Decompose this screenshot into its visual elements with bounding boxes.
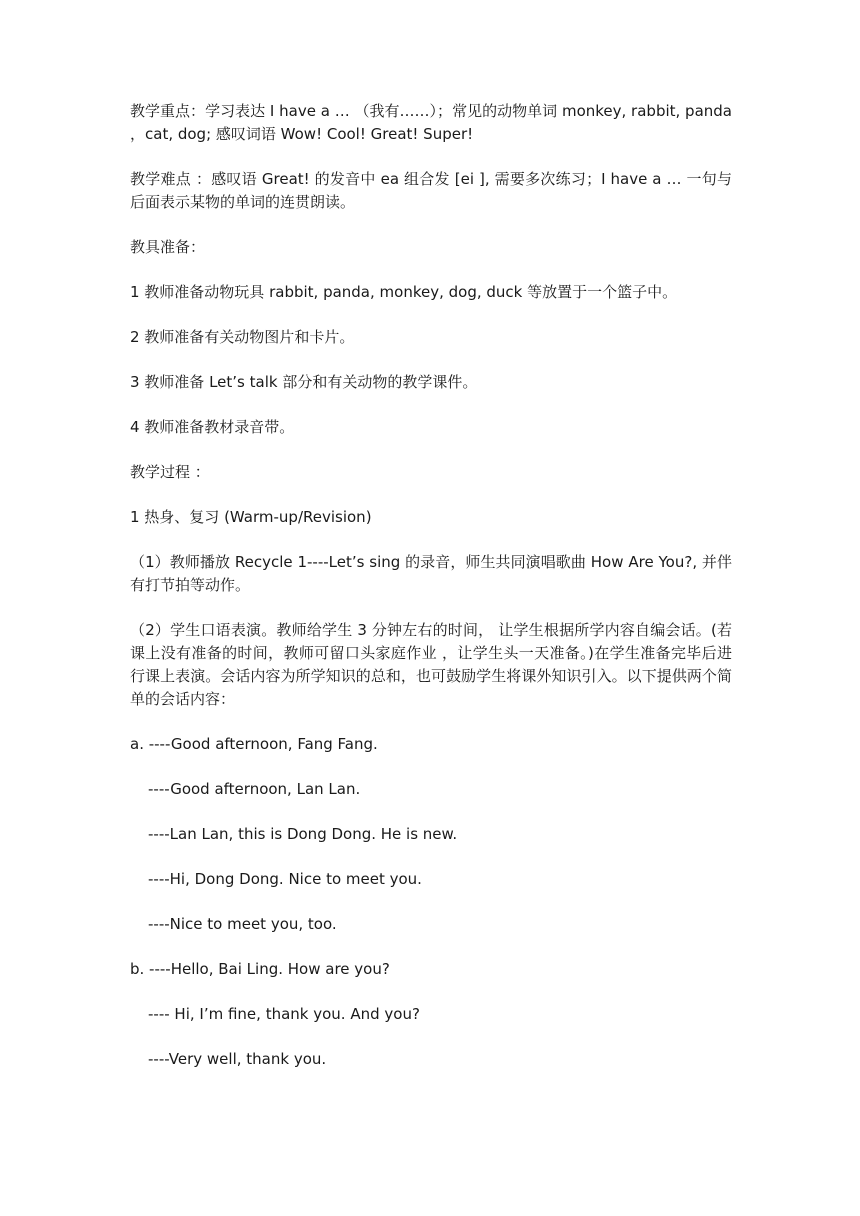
materials-item: 1 教师准备动物玩具 rabbit, panda, monkey, dog, duck 等放置于一个篮子中。 xyxy=(130,283,678,301)
dialog-b-line: ---- Hi, I’m fine, thank you. And you? xyxy=(148,1005,420,1023)
materials-heading: 教具准备： xyxy=(130,238,206,256)
dialog-a-line: ----Nice to meet you, too. xyxy=(148,915,337,933)
process-heading: 教学过程 ： xyxy=(130,463,210,481)
dialog-a-line: ----Hi, Dong Dong. Nice to meet you. xyxy=(148,870,422,888)
dialog-b-line: ----Very well, thank you. xyxy=(148,1050,327,1068)
dialog-a-line: a. ----Good afternoon, Fang Fang. xyxy=(130,735,378,753)
key-points-paragraph: 教学重点：学习表达 I have a … （我有……）；常见的动物单词 monkey, rabbit, panda ，cat, dog; 感叹词语 Wow! Cool! Great! Super! xyxy=(130,102,732,143)
dialog-a-line: ----Good afternoon, Lan Lan. xyxy=(148,780,361,798)
materials-item: 3 教师准备 Let’s talk 部分和有关动物的教学课件。 xyxy=(130,373,478,391)
materials-item: 2 教师准备有关动物图片和卡片。 xyxy=(130,328,355,346)
materials-item: 4 教师准备教材录音带。 xyxy=(130,418,295,436)
difficult-points-paragraph: 教学难点 ：感叹语 Great! 的发音中 ea 组合发 [ei ], 需要多次练习；I have a … 一句与后面表示某物的单词的连贯朗读。 xyxy=(130,170,732,211)
dialog-a-line: ----Lan Lan, this is Dong Dong. He is new. xyxy=(148,825,458,843)
step1-part1-paragraph: （1）教师播放 Recycle 1----Let’s sing 的录音，师生共同演唱歌曲 How Are You?, 并伴有打节拍等动作。 xyxy=(130,553,732,594)
step1-heading: 1 热身、复习 (Warm-up/Revision) xyxy=(130,508,372,526)
document-page xyxy=(130,100,732,1093)
step1-part2-paragraph: （2）学生口语表演。教师给学生 3 分钟左右的时间， 让学生根据所学内容自编会话。(若课上没有准备的时间，教师可留口头家庭作业 ，让学生头一天准备。)在学生准备完毕后进行课上表演。会话内容为所学知识的总和，也可鼓励学生将课外知识引入。以下提供两个简单的会话内容： xyxy=(130,621,732,708)
dialog-b-line: b. ----Hello, Bai Ling. How are you? xyxy=(130,960,390,978)
